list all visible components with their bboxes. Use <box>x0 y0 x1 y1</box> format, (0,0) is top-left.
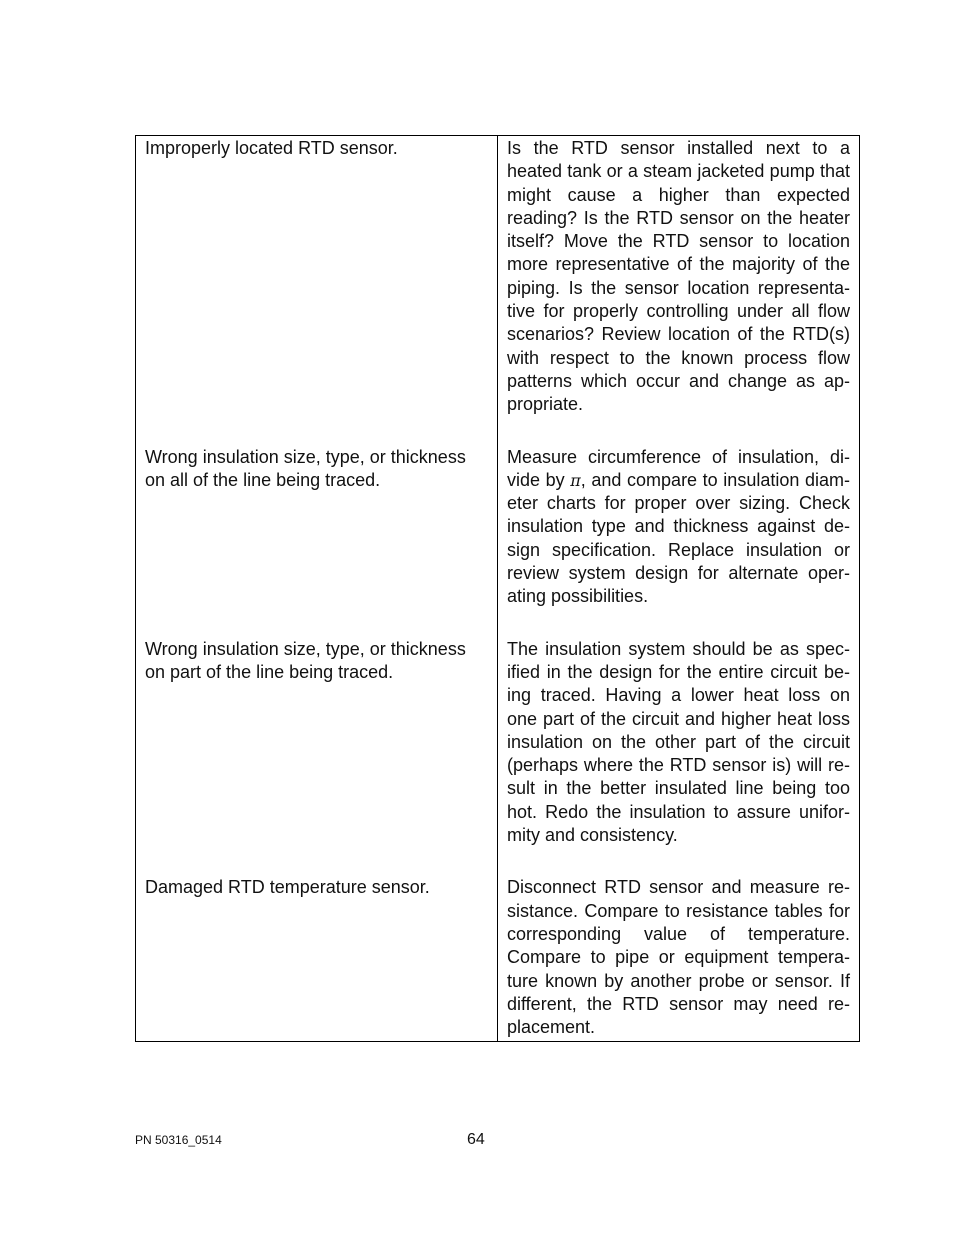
remedy-cell <box>498 446 860 609</box>
row-spacer <box>136 609 860 638</box>
footer-part-number: PN 50316_0514 <box>135 1133 222 1147</box>
table-row <box>136 136 860 417</box>
cause-cell: Improperly located RTD sensor. <box>136 136 498 417</box>
row-spacer <box>136 847 860 876</box>
spacer-cell <box>136 417 498 446</box>
cause-cell: Damaged RTD temperature sensor. <box>136 876 498 1042</box>
remedy-cell: Disconnect RTD sensor and measure resistance. Compare to resistance tables for corresponding value of temperature. Compare to pipe or equipment temperature known by another probe or sensor. If different, the RTD sensor may need replacement. <box>498 876 860 1042</box>
footer-page-number: 64 <box>467 1131 485 1148</box>
troubleshooting-table <box>135 135 860 1042</box>
spacer-cell <box>136 847 498 876</box>
spacer-cell <box>498 417 860 446</box>
pi-symbol: π <box>570 470 581 490</box>
remedy-text: Measure circumference of insulation, divide by <box>507 446 850 490</box>
table-row <box>136 876 860 1042</box>
table-row <box>136 446 860 609</box>
table-row <box>136 638 860 848</box>
remedy-cell: Is the RTD sensor installed next to a heated tank or a steam jacketed pump that might cause a higher than expected reading? Is the RTD sensor on the heater itself? Move the RTD sensor to location more representative of the majority of the piping. Is the sensor location representative for properly controlling under all flow scenarios? Review location of the RTD(s) with respect to the known process flow patterns which occur and change as appropriate. <box>498 136 860 417</box>
cause-cell: Wrong insulation size, type, or thickness on part of the line being traced. <box>136 638 498 848</box>
cause-cell: Wrong insulation size, type, or thickness on all of the line being traced. <box>136 446 498 609</box>
spacer-cell <box>498 609 860 638</box>
spacer-cell <box>136 609 498 638</box>
remedy-cell: The insulation system should be as specified in the design for the entire circuit being traced. Having a lower heat loss on one part of the circuit and higher heat loss insulation on the other part of the circuit (perhaps where the RTD sensor is) will result in the better insulated line being too hot. Redo the insulation to assure uniformity and consistency. <box>498 638 860 848</box>
remedy-text: , and compare to insulation diameter charts for proper over sizing. Check insulation type and thickness against design specification. Replace insulation or review system design for alternate operating possibilities. <box>507 469 850 607</box>
row-spacer <box>136 417 860 446</box>
spacer-cell <box>498 847 860 876</box>
